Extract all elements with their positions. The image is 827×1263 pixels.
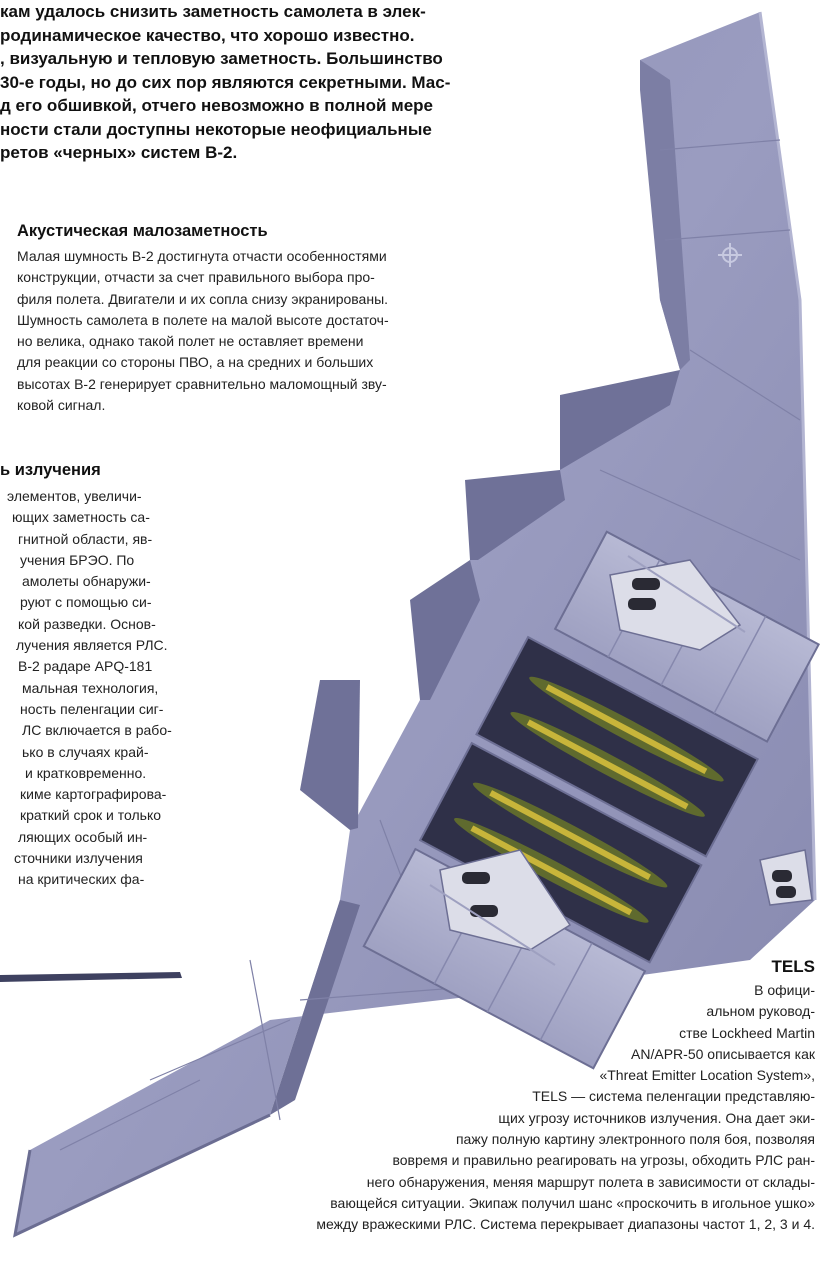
emission-line: ЛС включается в рабо- bbox=[22, 722, 172, 739]
emission-line: ляющих особый ин- bbox=[18, 828, 148, 845]
emission-line: краткий срок и только bbox=[20, 807, 162, 824]
emission-line: сточники излучения bbox=[14, 850, 143, 867]
emission-line: учения БРЭО. По bbox=[20, 551, 135, 568]
intro-line: 30-е годы, но до сих пор являются секретными. Мас- bbox=[0, 72, 451, 92]
acoustic-line: для реакции со стороны ПВО, а на средних и больших bbox=[17, 354, 374, 371]
emission-line: ько в случаях край- bbox=[22, 743, 149, 760]
emission-line: амолеты обнаружи- bbox=[22, 573, 151, 590]
acoustic-line: Малая шумность B-2 достигнута отчасти особенностями bbox=[17, 248, 387, 264]
intro-line: , визуальную и тепловую заметность. Большинство bbox=[0, 49, 443, 68]
emission-paragraph bbox=[0, 486, 172, 891]
emission-line: В-2 радаре APQ-181 bbox=[18, 658, 153, 675]
tels-line: AN/APR-50 описывается как bbox=[631, 1045, 815, 1062]
emission-line: ность пеленгации сиг- bbox=[20, 700, 164, 717]
acoustic-line: высотах B-2 генерирует сравнительно маломощный зву- bbox=[17, 375, 387, 392]
tels-line: вовремя и правильно реагировать на угрозы, обходить РЛС ран- bbox=[392, 1152, 815, 1169]
intro-line: кам удалось снизить заметность самолета в элек- bbox=[0, 2, 426, 21]
tels-line: щих угрозу источников излучения. Она дает эки- bbox=[498, 1109, 815, 1126]
emission-line: кой разведки. Основ- bbox=[18, 615, 156, 632]
tels-line: него обнаружения, меняя маршрут полета в зависимости от склады- bbox=[366, 1173, 815, 1190]
intro-line: родинамическое качество, что хорошо известно. bbox=[0, 25, 415, 45]
intro-line: ности стали доступны некоторые неофициальные bbox=[0, 119, 432, 139]
intro-line: д его обшивкой, отчего невозможно в полной мере bbox=[0, 96, 434, 115]
emission-heading: ь излучения bbox=[0, 461, 101, 479]
acoustic-heading: Акустическая малозаметность bbox=[17, 222, 268, 240]
tels-line: пажу полную картину электронного поля боя, позволяя bbox=[455, 1131, 815, 1148]
emission-line: гнитной области, яв- bbox=[18, 530, 153, 547]
acoustic-line: Шумность самолета в полете на малой высоте достаточ- bbox=[17, 311, 389, 328]
tels-line: В офици- bbox=[754, 982, 815, 998]
intro-line: ретов «черных» систем B-2. bbox=[0, 143, 238, 162]
emission-line: на критических фа- bbox=[18, 871, 145, 888]
emission-line: ющих заметность са- bbox=[12, 509, 150, 526]
tels-paragraph bbox=[115, 980, 815, 1236]
emission-line: мальная технология, bbox=[22, 679, 159, 696]
tels-heading: TELS bbox=[771, 957, 815, 976]
tels-line: альном руковод- bbox=[706, 1003, 815, 1020]
emission-line: лучения является РЛС. bbox=[16, 637, 168, 654]
tels-line: «Threat Emitter Location System», bbox=[599, 1067, 815, 1084]
emission-line: киме картографирова- bbox=[20, 786, 167, 803]
acoustic-line: ковой сигнал. bbox=[17, 397, 106, 414]
acoustic-line: конструкции, отчасти за счет правильного выбора про- bbox=[17, 269, 375, 286]
tels-line: между вражескими РЛС. Система перекрывает диапазоны частот 1, 2, 3 и 4. bbox=[316, 1216, 815, 1233]
intro-text bbox=[0, 0, 500, 165]
acoustic-line: филя полета. Двигатели и их сопла снизу экранированы. bbox=[17, 290, 389, 307]
emission-line: руют с помощью си- bbox=[20, 594, 152, 611]
tels-line: стве Lockheed Martin bbox=[679, 1024, 815, 1041]
emission-line: и кратковременно. bbox=[25, 764, 147, 781]
emission-line: элементов, увеличи- bbox=[7, 488, 142, 504]
tels-line: TELS — система пеленгации представляю- bbox=[532, 1088, 815, 1105]
acoustic-paragraph bbox=[17, 246, 389, 416]
tels-line: вающейся ситуации. Экипаж получил шанс «проскочить в игольное ушко» bbox=[330, 1194, 815, 1211]
acoustic-line: но велика, однако такой полет не оставляет времени bbox=[17, 333, 364, 350]
